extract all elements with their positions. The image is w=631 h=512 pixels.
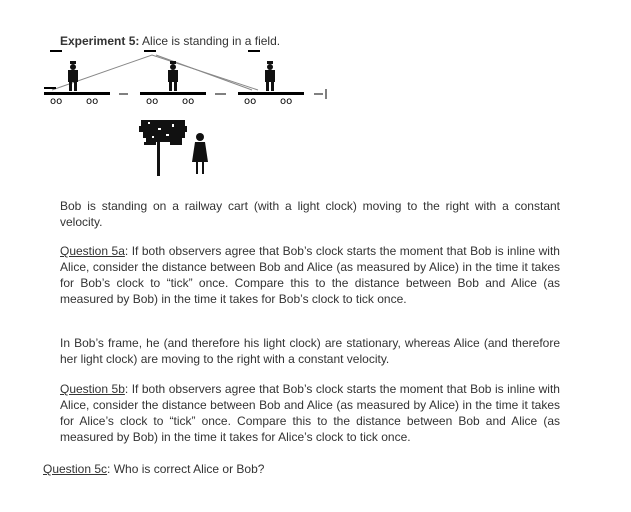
experiment-diagram <box>40 48 340 178</box>
bob-figure-2 <box>168 61 178 91</box>
experiment-heading <box>60 34 280 48</box>
question-5b-label: Question 5b <box>60 382 125 396</box>
railway-cart-3 <box>238 61 304 107</box>
svg-text:oo: oo <box>244 96 257 107</box>
question-5c <box>43 461 563 477</box>
svg-text:oo: oo <box>86 96 99 107</box>
question-5b <box>60 381 560 445</box>
question-5a-text: : If both observers agree that Bob’s clock starts the moment that Bob is inline with Alice, consider the distance between Bob and Alice (as measured by Alice) in the time it takes for Bob’s clock to “tick” once. Compare this to the distance between Bob and Alice (as measured by Bob) in the time it takes for Bob’s clock to tick once. <box>60 244 560 306</box>
svg-text:oo: oo <box>280 96 293 107</box>
tree-icon <box>139 120 187 176</box>
question-5c-text: : Who is correct Alice or Bob? <box>107 462 265 476</box>
svg-text:oo: oo <box>146 96 159 107</box>
question-5a <box>60 243 560 307</box>
svg-text:oo: oo <box>182 96 195 107</box>
light-path <box>52 55 258 90</box>
question-5c-label: Question 5c <box>43 462 108 476</box>
bob-frame-paragraph: In Bob’s frame, he (and therefore his light clock) are stationary, whereas Alice (and therefore her light clock) are moving to the right with a constant velocity. <box>60 336 560 366</box>
railway-cart-1 <box>44 61 110 107</box>
bob-figure-1 <box>68 61 78 91</box>
alice-figure <box>192 133 208 174</box>
question-5a-label: Question 5a <box>60 244 125 258</box>
question-5b-text: : If both observers agree that Bob’s clock starts the moment that Bob is inline with Alice, consider the distance between Bob and Alice (as measured by Alice) in the time it takes for Alice’s clock to “tick” once. Compare this to the distance between Bob and Alice (as measured by Bob) in the time it takes for Alice’s clock to tick once. <box>60 382 560 444</box>
railway-cart-2 <box>140 61 206 107</box>
experiment-label: Experiment 5: <box>60 34 140 48</box>
svg-text:oo: oo <box>50 96 63 107</box>
intro-paragraph: Bob is standing on a railway cart (with a light clock) moving to the right with a constant velocity. <box>60 199 560 229</box>
bob-figure-3 <box>265 61 275 91</box>
experiment-description: Alice is standing in a field. <box>139 34 281 48</box>
